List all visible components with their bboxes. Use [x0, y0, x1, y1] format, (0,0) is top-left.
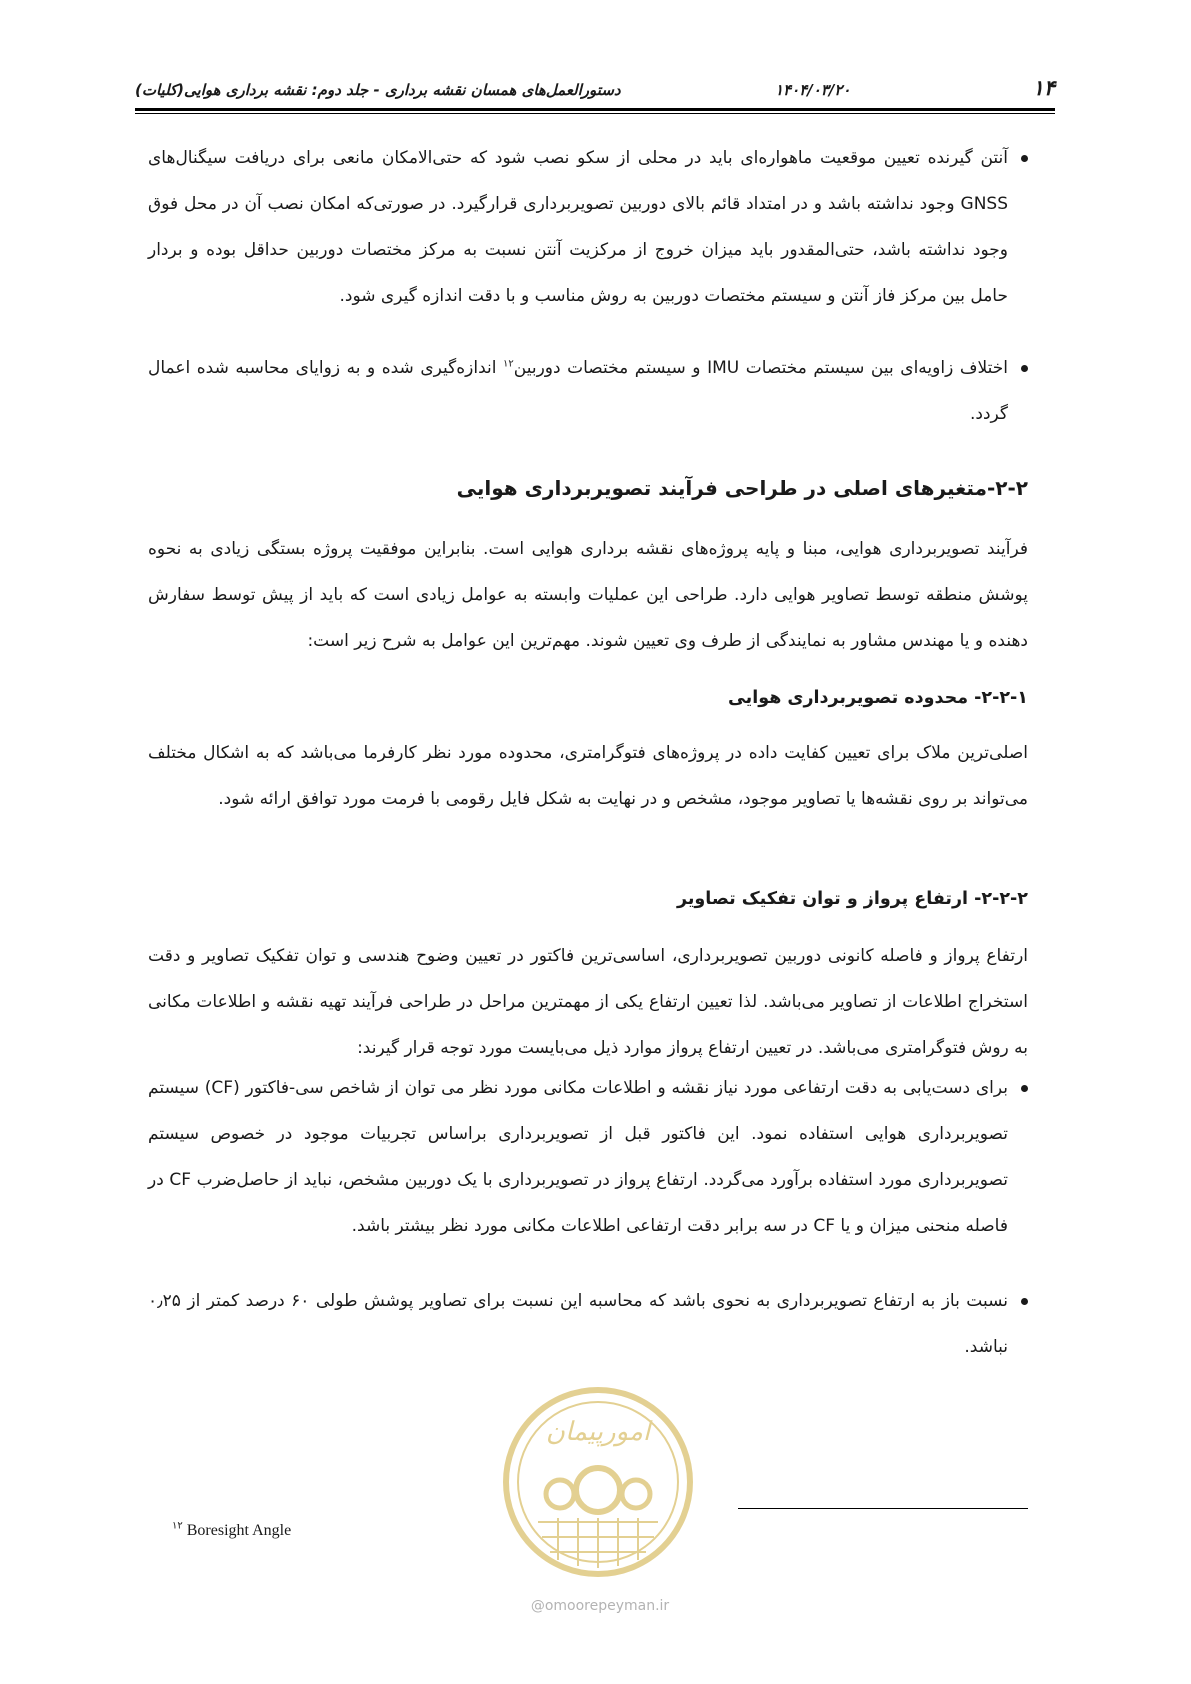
bullet-dot [1021, 155, 1028, 162]
page-header [135, 78, 1055, 104]
bullet-text-part: اختلاف زاویه‌ای بین سیستم مختصات IMU و سیستم مختصات دوربین [513, 358, 1008, 378]
watermark-seal [498, 1382, 698, 1582]
subsection-heading: ۲-۲-۱- محدوده تصویربرداری هوایی [727, 688, 1028, 708]
footnote-number: ۱۲ [172, 1520, 183, 1532]
seal-icon [498, 1382, 698, 1582]
bullet-dot [1021, 365, 1028, 372]
watermark-url: @omoorepeyman.ir [530, 1598, 670, 1614]
section-heading: ۲-۲-متغیرهای اصلی در طراحی فرآیند تصویربرداری هوایی [456, 476, 1028, 500]
header-rule-thick [135, 108, 1055, 111]
section-paragraph: فرآیند تصویربرداری هوایی، مبنا و پایه پروژه‌های نقشه برداری هوایی است. بنابراین موفقیت پروژه بستگی زیادی به نحوه پوشش منطقه توسط تصاویر هوایی دارد. طراحی این عملیات وابسته به عوامل زیادی است که باید از پیش توسط سفارش دهنده و یا مهندس مشاور به نمایندگی از طرف وی تعیین شوند. مهم‌ترین این عوامل به شرح زیر است: [148, 539, 1028, 651]
subsection-paragraph: ارتفاع پرواز و فاصله کانونی دوربین تصویربرداری، اساسی‌ترین فاکتور در تعیین وضوح هندسی و توان تفکیک تصاویر و دقت استخراج اطلاعات از تصاویر می‌باشد. لذا تعیین ارتفاع یکی از مهمترین مراحل در طراحی فرآیند تهیه نقشه و اطلاعات مکانی به روش فتوگرامتری می‌باشد. در تعیین ارتفاع پرواز موارد ذیل می‌بایست مورد توجه قرار گیرند: [148, 946, 1028, 1058]
footnote-ref: ۱۲ [503, 358, 514, 370]
header-date: ۱۴۰۴/۰۳/۲۰ [775, 81, 851, 99]
header-rule-thin [135, 113, 1055, 114]
footnote-rule [738, 1508, 1028, 1509]
bullet-dot [1021, 1298, 1028, 1305]
bullet-text: برای دست‌یابی به دقت ارتفاعی مورد نیاز نقشه و اطلاعات مکانی مورد نظر می توان از شاخص سی-فاکتور (CF) سیستم تصویربرداری هوایی استفاده نمود. این فاکتور قبل از تصویربرداری براساس تجربیات موجود در خصوص سیستم تصویربرداری مورد استفاده برآورد می‌گردد. ارتفاع پرواز در تصویربرداری با یک دوربین مشخص، نباید از حاصل‌ضرب CF در فاصله منحنی میزان و یا CF در سه برابر دقت ارتفاعی اطلاعات مکانی مورد نظر بیشتر باشد. [148, 1078, 1008, 1236]
header-title: دستورالعمل‌های همسان نقشه برداری - جلد دوم: نقشه برداری هوایی(کلیات) [135, 81, 621, 99]
bullet-dot [1021, 1085, 1028, 1092]
svg-text:امورپیمان: امورپیمان [545, 1417, 651, 1447]
bullet-text: آنتن گیرنده تعیین موقعیت ماهواره‌ای باید در محلی از سکو نصب شود که حتی‌الامکان مانعی برای دریافت سیگنال‌های GNSS وجود نداشته باشد و در امتداد قائم بالای دوربین تصویربرداری قرارگیرد. در صورتی‌که امکان نصب آن در محل فوق وجود نداشته باشد، حتی‌المقدور باید میزان خروج از مرکزیت آنتن نسبت به مرکز مختصات دوربین حداقل بوده و بردار حامل بین مرکز فاز آنتن و سیستم مختصات دوربین به روش مناسب و با دقت اندازه گیری شود. [148, 148, 1008, 306]
bullet-text [148, 345, 1008, 437]
bullet-text: نسبت باز به ارتفاع تصویربرداری به نحوی باشد که محاسبه این نسبت برای تصاویر پوشش طولی ۶۰ درصد کمتر از ۰٫۲۵ نباشد. [148, 1291, 1008, 1357]
footnote-text: Boresight Angle [186, 1522, 292, 1539]
bullet-text-part: اندازه‌گیری شده و به زوایای محاسبه شده اعمال گردد. [148, 358, 1008, 424]
subsection-heading: ۲-۲-۲- ارتفاع پرواز و توان تفکیک تصاویر [676, 889, 1028, 909]
footnote [172, 1522, 291, 1540]
subsection-paragraph: اصلی‌ترین ملاک برای تعیین کفایت داده در پروژه‌های فتوگرامتری، محدوده مورد نظر کارفرما می‌باشد که به اشکال مختلف می‌تواند بر روی نقشه‌ها یا تصاویر موجود، مشخص و در نهایت به شکل فایل رقومی با فرمت مورد توافق ارائه شود. [148, 743, 1028, 809]
page-number: ۱۴ [1032, 76, 1055, 100]
